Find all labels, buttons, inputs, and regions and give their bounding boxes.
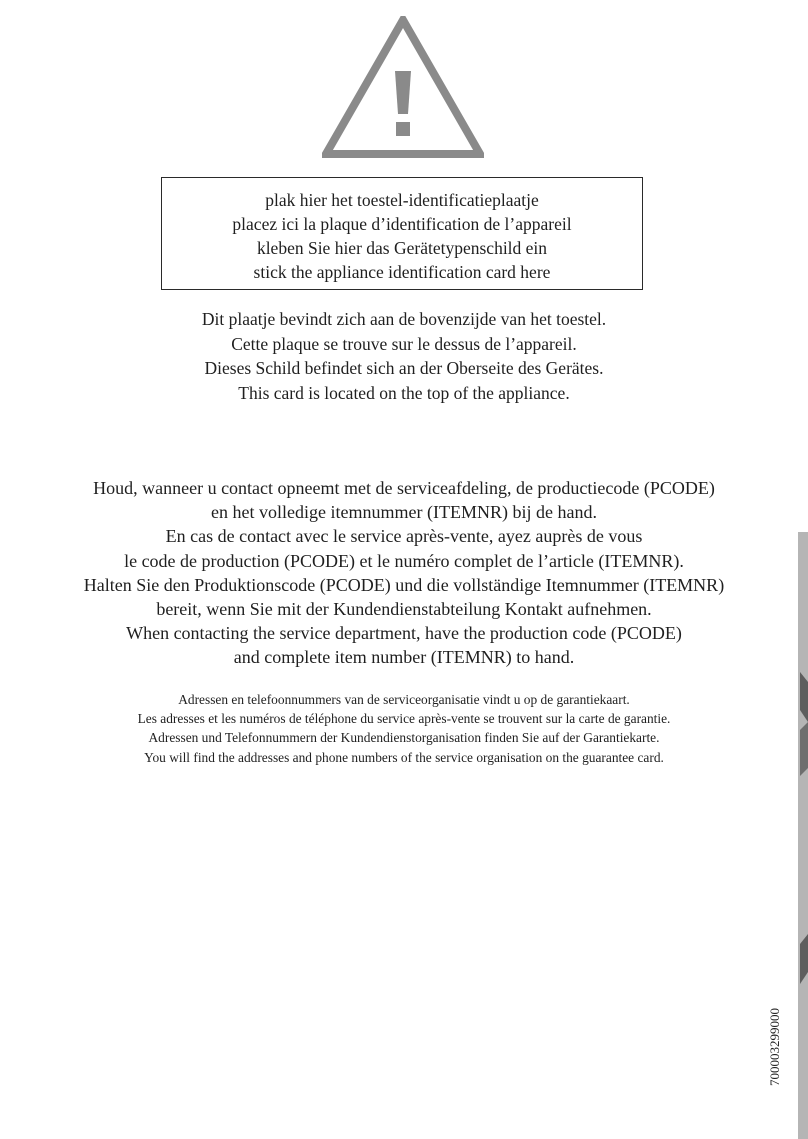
contact-line: When contacting the service department, have the production code (PCODE) (126, 623, 682, 644)
warning-triangle-icon (322, 16, 484, 158)
service-contact-text (0, 476, 808, 670)
service-addresses-text (0, 690, 808, 767)
contact-line: le code de production (PCODE) et le numéro complet de l’article (ITEMNR). (124, 550, 684, 571)
id-box-line-de: kleben Sie hier das Gerätetypenschild ein (256, 238, 548, 258)
location-line-fr: Cette plaque se trouve sur le dessus de l’appareil. (231, 333, 577, 354)
contact-line: bereit, wenn Sie mit der Kundendienstabteilung Kontakt aufnehmen. (156, 599, 652, 620)
plate-location-text (0, 307, 808, 405)
addresses-line-de: Adressen und Telefonnummern der Kundendienstorganisation finden Sie auf der Garantiekarte. (148, 730, 660, 746)
addresses-line-en: You will find the addresses and phone numbers of the service organisation on the guarantee card. (144, 749, 664, 765)
addresses-line-fr: Les adresses et les numéros de téléphone du service après-vente se trouvent sur la carte de garantie. (137, 711, 671, 727)
contact-line: en het volledige itemnummer (ITEMNR) bij de hand. (211, 502, 597, 523)
location-line-de: Dieses Schild befindet sich an der Oberseite des Gerätes. (204, 358, 604, 378)
contact-line: Houd, wanneer u contact opneemt met de serviceafdeling, de productiecode (PCODE) (93, 478, 715, 498)
location-line-nl: Dit plaatje bevindt zich aan de bovenzijde van het toestel. (201, 309, 607, 329)
contact-line: En cas de contact avec le service après-vente, ayez auprès de vous (165, 526, 643, 547)
id-box-line-nl: plak hier het toestel-identificatieplaatje (265, 190, 539, 210)
location-line-en: This card is located on the top of the appliance. (238, 382, 570, 403)
id-box-line-fr: placez ici la plaque d’identification de l’appareil (232, 214, 572, 234)
contact-line: Halten Sie den Produktionscode (PCODE) und die vollständige Itemnummer (ITEMNR) (83, 574, 725, 595)
contact-line: and complete item number (ITEMNR) to hand. (233, 647, 575, 668)
id-box-line-en: stick the appliance identification card here (253, 262, 551, 282)
identification-plate-box (161, 177, 643, 290)
addresses-line-nl: Adressen en telefoonnummers van de serviceorganisatie vindt u op de garantiekaart. (178, 692, 630, 707)
page-edge-tab (796, 532, 808, 1139)
document-number: 700003299000 (767, 1008, 782, 1086)
